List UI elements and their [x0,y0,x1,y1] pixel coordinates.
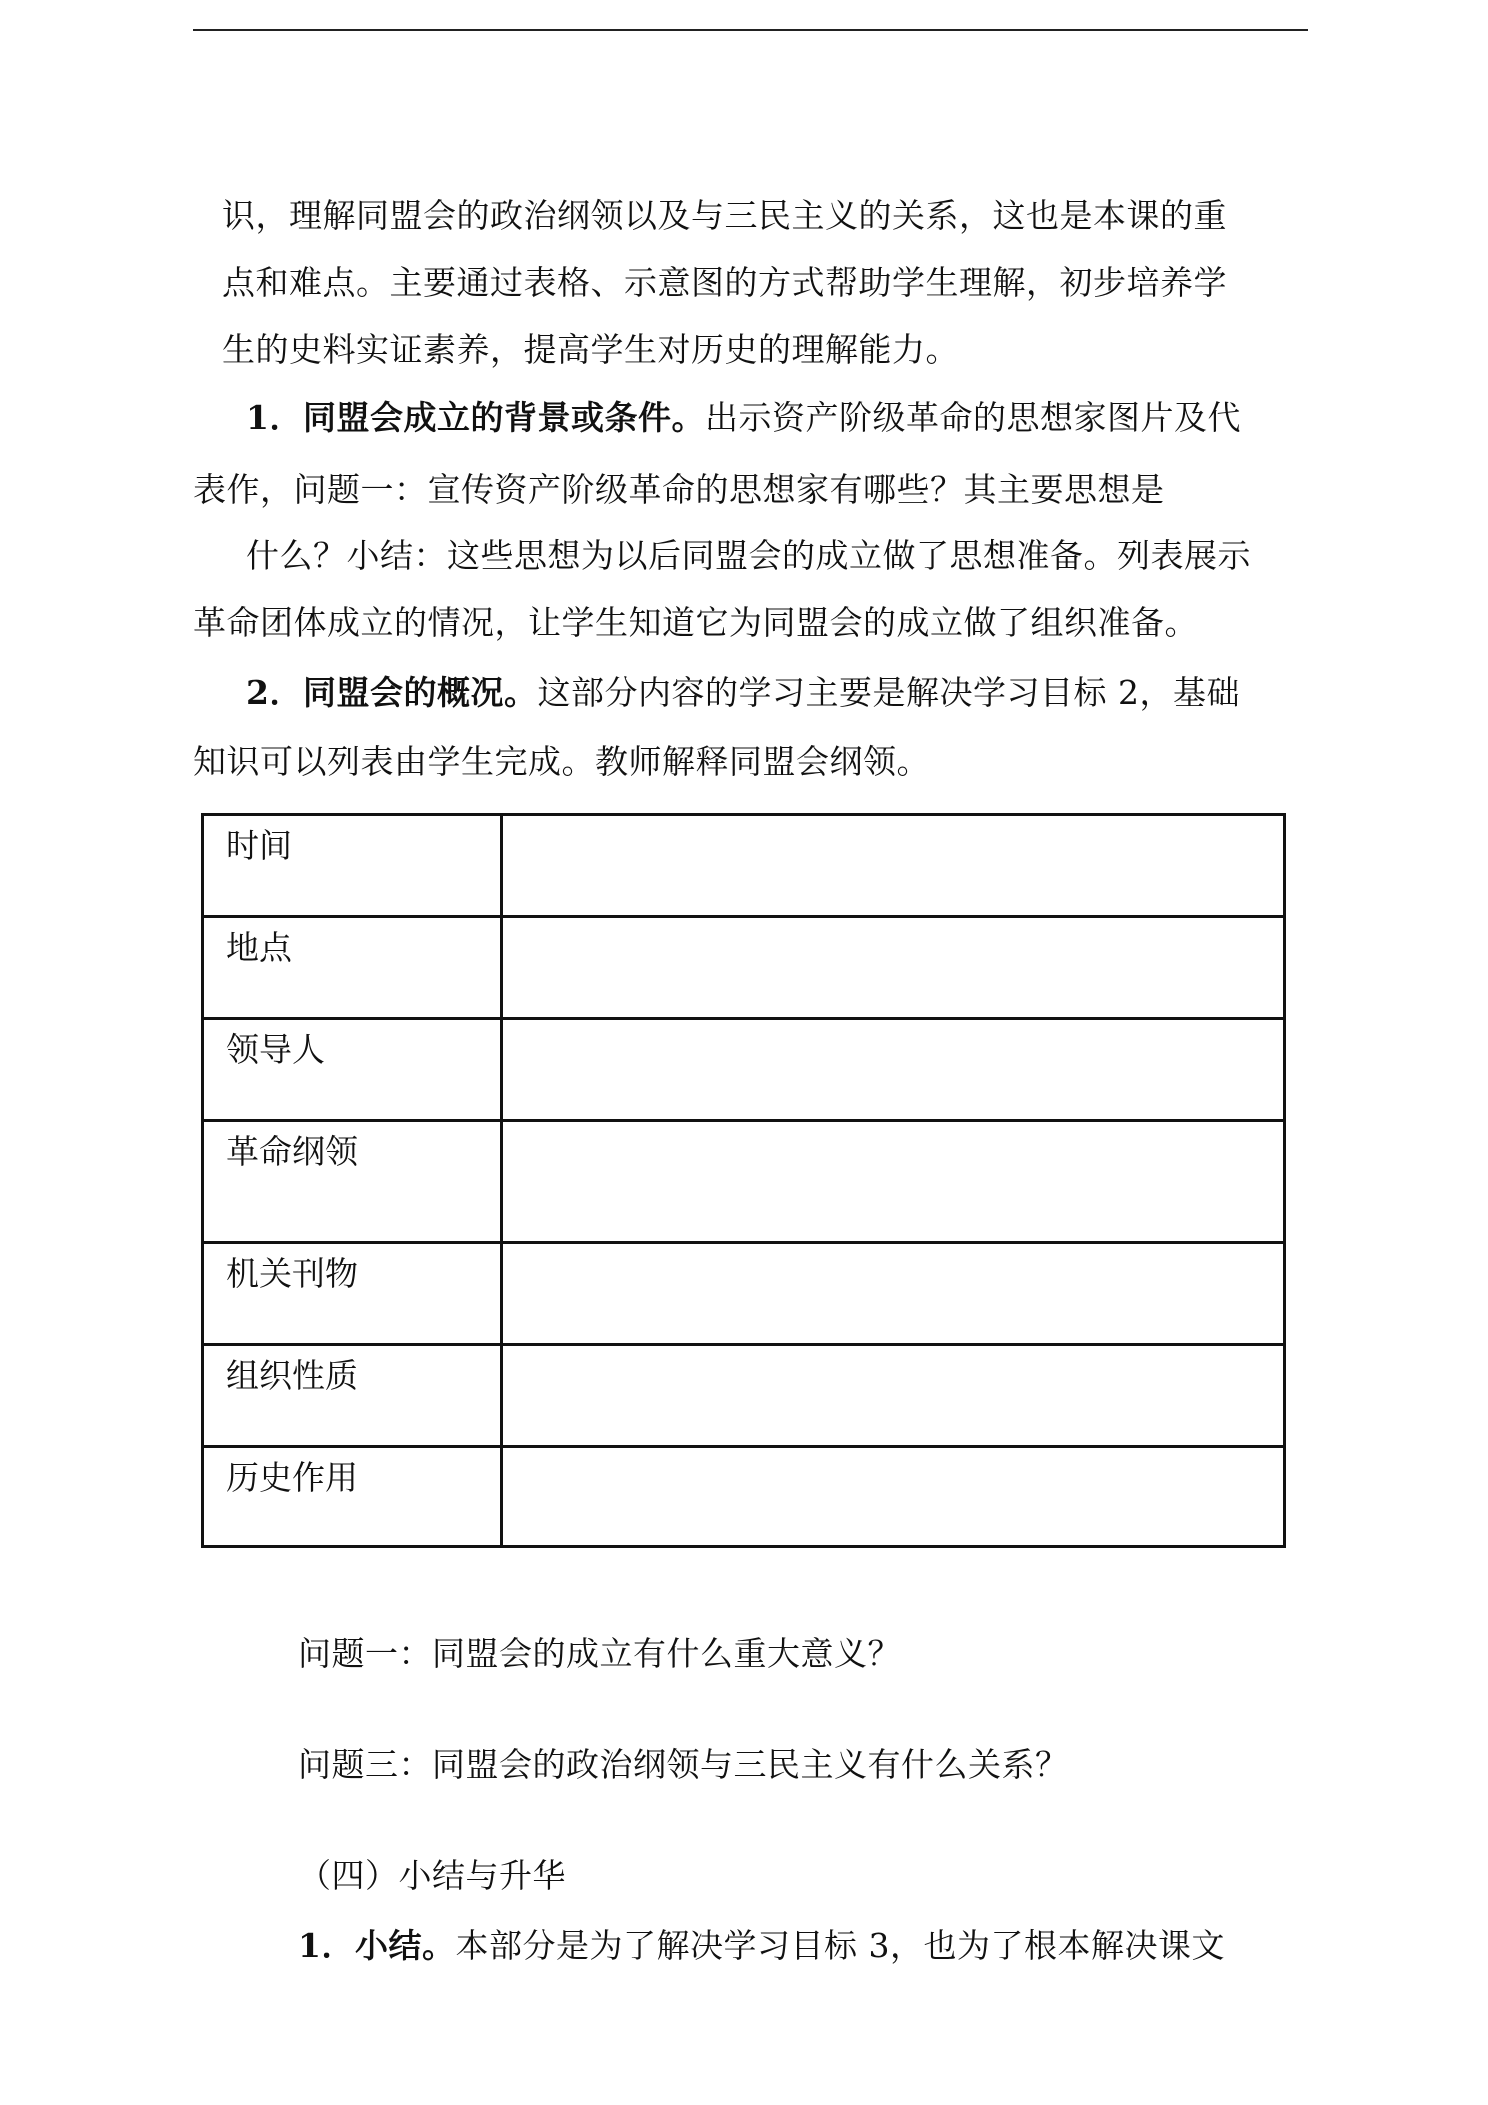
row-value-cell[interactable] [502,1019,1285,1121]
row-label: 革命纲领 [203,1121,502,1243]
paragraph-line: 什么？小结：这些思想为以后同盟会的成立做了思想准备。列表展示 [246,536,1251,575]
row-label: 历史作用 [203,1447,502,1547]
question-one: 问题一：同盟会的成立有什么重大意义？ [298,1634,901,1673]
row-label: 地点 [203,917,502,1019]
table-row [203,815,1285,917]
section-1-first-line [246,398,1241,438]
header-rule [193,29,1308,31]
paragraph-line: 识，理解同盟会的政治纲领以及与三民主义的关系，这也是本课的重 [222,196,1227,235]
row-value-cell[interactable] [502,1345,1285,1447]
paragraph-line: 革命团体成立的情况，让学生知道它为同盟会的成立做了组织准备。 [193,603,1198,642]
summary-text: 本部分是为了解决学习目标 3，也为了根本解决课文 [455,1926,1225,1965]
tongmenghui-profile-table [201,813,1286,1548]
paragraph-line: 生的史料实证素养，提高学生对历史的理解能力。 [222,330,959,369]
table-row [203,1447,1285,1547]
section-4-heading: （四）小结与升华 [298,1856,566,1895]
row-label: 机关刊物 [203,1243,502,1345]
paragraph-line: 点和难点。主要通过表格、示意图的方式帮助学生理解，初步培养学 [222,263,1227,302]
row-value-cell[interactable] [502,1121,1285,1243]
table-row [203,917,1285,1019]
table-row [203,1345,1285,1447]
row-value-cell[interactable] [502,1243,1285,1345]
table-row [203,1121,1285,1243]
row-label: 领导人 [203,1019,502,1121]
row-value-cell[interactable] [502,1447,1285,1547]
summary-heading: 1．小结。 [298,1926,456,1965]
table-row [203,1243,1285,1345]
summary-line [298,1926,1225,1966]
section-2-first-line [246,673,1240,713]
section-2-text: 这部分内容的学习主要是解决学习目标 2，基础 [537,673,1240,712]
section-2-heading: 2．同盟会的概况。 [246,673,538,712]
paragraph-line: 知识可以列表由学生完成。教师解释同盟会纲领。 [193,742,930,781]
row-value-cell[interactable] [502,815,1285,917]
section-1-text: 出示资产阶级革命的思想家图片及代 [704,398,1241,437]
row-label: 时间 [203,815,502,917]
section-1-heading: 1．同盟会成立的背景或条件。 [246,398,705,437]
question-three: 问题三：同盟会的政治纲领与三民主义有什么关系？ [298,1745,1069,1784]
row-label: 组织性质 [203,1345,502,1447]
row-value-cell[interactable] [502,917,1285,1019]
paragraph-line: 表作，问题一：宣传资产阶级革命的思想家有哪些？其主要思想是 [193,470,1165,509]
table-row [203,1019,1285,1121]
